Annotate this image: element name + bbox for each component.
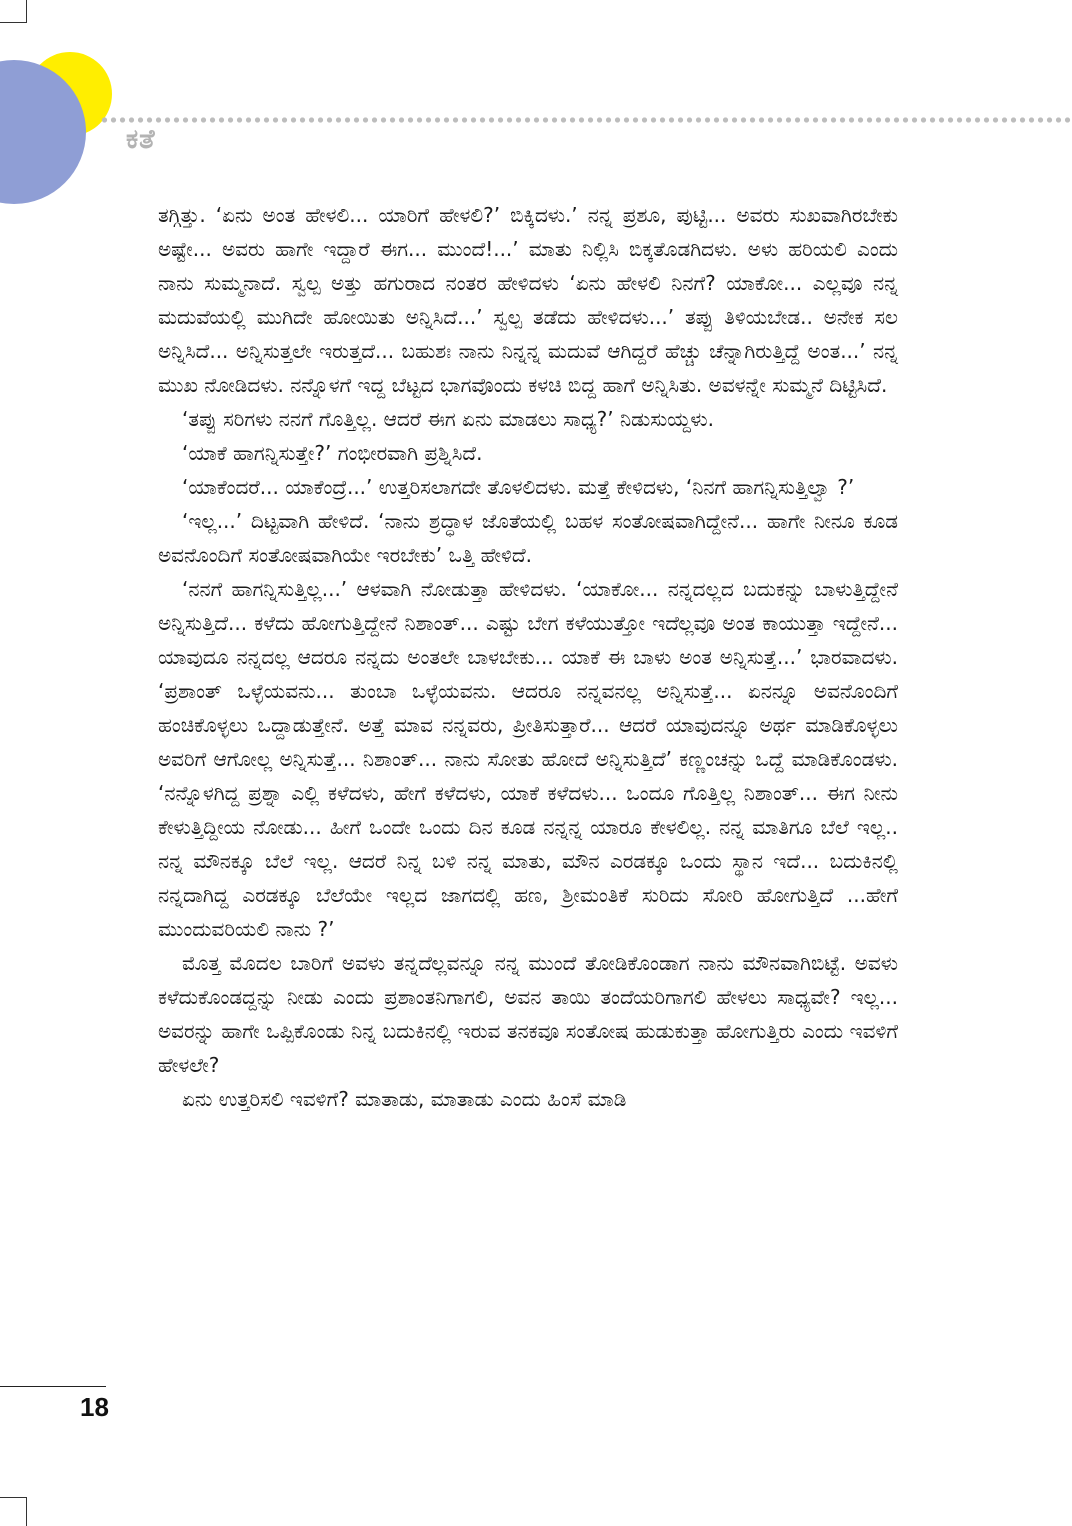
paragraph: ‘ನನಗೆ ಹಾಗನ್ನಿಸುತ್ತಿಲ್ಲ...’ ಆಳವಾಗಿ ನೋಡುತ್ತಾ ಹೇಳಿದಳು. ‘ಯಾಕೋ... ನನ್ನದಲ್ಲದ ಬದುಕನ್ನು ಬಾಳುತ್ತಿದ್ದೇನೆ ಅನ್ನಿಸುತ್ತಿದೆ... ಕಳೆದು ಹೋಗುತ್ತಿದ್ದೇನೆ ನಿಶಾಂತ್... ಎಷ್ಟು ಬೇಗ ಕಳೆಯುತ್ತೋ ಇದೆಲ್ಲವೂ ಅಂತ ಕಾಯುತ್ತಾ ಇದ್ದೇನೆ... ಯಾವುದೂ ನನ್ನದಲ್ಲ ಆದರೂ ನನ್ನದು ಅಂತಲೇ ಬಾಳಬೇಕು... ಯಾಕೆ ಈ ಬಾಳು ಅಂತ ಅನ್ನಿಸುತ್ತೆ...’ ಭಾರವಾದಳು. ‘ಪ್ರಶಾಂತ್ ಒಳ್ಳೆಯವನು... ತುಂಬಾ ಒಳ್ಳೆಯವನು. ಆದರೂ ನನ್ನವನಲ್ಲ ಅನ್ನಿಸುತ್ತೆ... ಏನನ್ನೂ ಅವನೊಂದಿಗೆ ಹಂಚಿಕೊಳ್ಳಲು ಒದ್ದಾಡುತ್ತೇನೆ. ಅತ್ತೆ ಮಾವ ನನ್ನವರು, ಪ್ರೀತಿಸುತ್ತಾರೆ... ಆದರೆ ಯಾವುದನ್ನೂ ಅರ್ಥ ಮಾಡಿಕೊಳ್ಳಲು ಅವರಿಗೆ ಆಗೋಲ್ಲ ಅನ್ನಿಸುತ್ತೆ... ನಿಶಾಂತ್... ನಾನು ಸೋತು ಹೋದೆ ಅನ್ನಿಸುತ್ತಿದೆ’ ಕಣ್ಣಂಚನ್ನು ಒದ್ದೆ ಮಾಡಿಕೊಂಡಳು. ‘ನನ್ನೊಳಗಿದ್ದ ಪ್ರಶ್ನಾ ಎಲ್ಲಿ ಕಳೆದಳು, ಹೇಗೆ ಕಳೆದಳು, ಯಾಕೆ ಕಳೆದಳು... ಒಂದೂ ಗೊತ್ತಿಲ್ಲ ನಿಶಾಂತ್... ಈಗ ನೀನು ಕೇಳುತ್ತಿದ್ದೀಯ ನೋಡು... ಹೀಗೆ ಒಂದೇ ಒಂದು ದಿನ ಕೂಡ ನನ್ನನ್ನ ಯಾರೂ ಕೇಳಲಿಲ್ಲ. ನನ್ನ ಮಾತಿಗೂ ಬೆಲೆ ಇಲ್ಲ.. ನನ್ನ ಮೌನಕ್ಕೂ ಬೆಲೆ ಇಲ್ಲ. ಆದರೆ ನಿನ್ನ ಬಳಿ ನನ್ನ ಮಾತು, ಮೌನ ಎರಡಕ್ಕೂ ಒಂದು ಸ್ಥಾನ ಇದೆ... ಬದುಕಿನಲ್ಲಿ ನನ್ನದಾಗಿದ್ದ ಎರಡಕ್ಕೂ ಬೆಲೆಯೇ ಇಲ್ಲದ ಜಾಗದಲ್ಲಿ ಹಣ, ಶ್ರೀಮಂತಿಕೆ ಸುರಿದು ಸೋರಿ ಹೋಗುತ್ತಿದೆ ...ಹೇಗೆ ಮುಂದುವರಿಯಲಿ ನಾನು ?’ <box>158 577 898 941</box>
paragraph: ಮೊತ್ತ ಮೊದಲ ಬಾರಿಗೆ ಅವಳು ತನ್ನದೆಲ್ಲವನ್ನೂ ನನ್ನ ಮುಂದೆ ತೋಡಿಕೊಂಡಾಗ ನಾನು ಮೌನವಾಗಿಬಿಟ್ಟೆ. ಅವಳು ಕಳೆದುಕೊಂಡದ್ದನ್ನು ನೀಡು ಎಂದು ಪ್ರಶಾಂತನಿಗಾಗಲಿ, ಅವನ ತಾಯಿ ತಂದೆಯರಿಗಾಗಲಿ ಹೇಳಲು ಸಾಧ್ಯವೇ? ಇಲ್ಲ... ಅವರನ್ನು ಹಾಗೇ ಒಪ್ಪಿಕೊಂಡು ನಿನ್ನ ಬದುಕಿನಲ್ಲಿ ಇರುವ ತನಕವೂ ಸಂತೋಷ ಹುಡುಕುತ್ತಾ ಹೋಗುತ್ತಿರು ಎಂದು ಇವಳಿಗೆ ಹೇಳಲೇ? <box>158 951 898 1077</box>
crop-mark-top <box>0 0 27 23</box>
page-number: 18 <box>80 1392 109 1422</box>
paragraph: ‘ಯಾಕೆ ಹಾಗನ್ನಿಸುತ್ತೇ?’ ಗಂಭೀರವಾಗಿ ಪ್ರಶ್ನಿಸಿದೆ. <box>182 441 483 465</box>
story-body <box>158 198 898 1116</box>
footer-rule <box>0 1386 106 1387</box>
dotted-header-rule <box>100 116 1072 124</box>
paragraph: ‘ತಪ್ಪು ಸರಿಗಳು ನನಗೆ ಗೊತ್ತಿಲ್ಲ. ಆದರೆ ಈಗ ಏನು ಮಾಡಲು ಸಾಧ್ಯ?’ ನಿಡುಸುಯ್ದಳು. <box>182 407 715 431</box>
section-label: ಕತೆ <box>126 124 156 155</box>
paragraph: ತಗ್ಗಿತ್ತು. ‘ಏನು ಅಂತ ಹೇಳಲಿ... ಯಾರಿಗೆ ಹೇಳಲಿ?’ ಬಿಕ್ಕಿದಳು.’ ನನ್ನ ಪ್ರಶೂ, ಪುಟ್ಟಿ... ಅವರು ಸುಖವಾಗಿರಬೇಕು ಅಷ್ಟೇ... ಅವರು ಹಾಗೇ ಇದ್ದಾರೆ ಈಗ... ಮುಂದೆ!...’ ಮಾತು ನಿಲ್ಲಿಸಿ ಬಿಕ್ಕತೊಡಗಿದಳು. ಅಳು ಹರಿಯಲಿ ಎಂದು ನಾನು ಸುಮ್ಮನಾದೆ. ಸ್ವಲ್ಪ ಅತ್ತು ಹಗುರಾದ ನಂತರ ಹೇಳಿದಳು ‘ಏನು ಹೇಳಲಿ ನಿನಗೆ? ಯಾಕೋ... ಎಲ್ಲವೂ ನನ್ನ ಮದುವೆಯಲ್ಲಿ ಮುಗಿದೇ ಹೋಯಿತು ಅನ್ನಿಸಿದೆ...’ ಸ್ವಲ್ಪ ತಡೆದು ಹೇಳಿದಳು...’ ತಪ್ಪು ತಿಳಿಯಬೇಡ.. ಅನೇಕ ಸಲ ಅನ್ನಿಸಿದೆ... ಅನ್ನಿಸುತ್ತಲೇ ಇರುತ್ತದೆ... ಬಹುಶಃ ನಾನು ನಿನ್ನನ್ನ ಮದುವೆ ಆಗಿದ್ದರೆ ಹೆಚ್ಚು ಚೆನ್ನಾಗಿರುತ್ತಿದ್ದೆ ಅಂತ...’ ನನ್ನ ಮುಖ ನೋಡಿದಳು. ನನ್ನೊಳಗೆ ಇದ್ದ ಬೆಟ್ಟದ ಭಾಗವೊಂದು ಕಳಚಿ ಬಿದ್ದ ಹಾಗೆ ಅನ್ನಿಸಿತು. ಅವಳನ್ನೇ ಸುಮ್ಮನೆ ದಿಟ್ಟಿಸಿದೆ. <box>158 203 898 397</box>
paragraph: ‘ಇಲ್ಲ...’ ದಿಟ್ಟವಾಗಿ ಹೇಳಿದೆ. ‘ನಾನು ಶ್ರದ್ಧಾಳ ಜೊತೆಯಲ್ಲಿ ಬಹಳ ಸಂತೋಷವಾಗಿದ್ದೇನೆ... ಹಾಗೇ ನೀನೂ ಕೂಡ ಅವನೊಂದಿಗೆ ಸಂತೋಷವಾಗಿಯೇ ಇರಬೇಕು’ ಒತ್ತಿ ಹೇಳಿದೆ. <box>158 509 898 567</box>
paragraph: ಏನು ಉತ್ತರಿಸಲಿ ಇವಳಿಗೆ? ಮಾತಾಡು, ಮಾತಾಡು ಎಂದು ಹಿಂಸೆ ಮಾಡಿ <box>182 1087 627 1111</box>
paragraph: ‘ಯಾಕೆಂದರೆ... ಯಾಕೆಂದ್ರೆ...’ ಉತ್ತರಿಸಲಾಗದೇ ತೊಳಲಿದಳು. ಮತ್ತೆ ಕೇಳಿದಳು, ‘ನಿನಗೆ ಹಾಗನ್ನಿಸುತ್ತಿಲ್ವಾ ?’ <box>182 475 855 499</box>
crop-mark-bottom <box>0 1497 27 1526</box>
